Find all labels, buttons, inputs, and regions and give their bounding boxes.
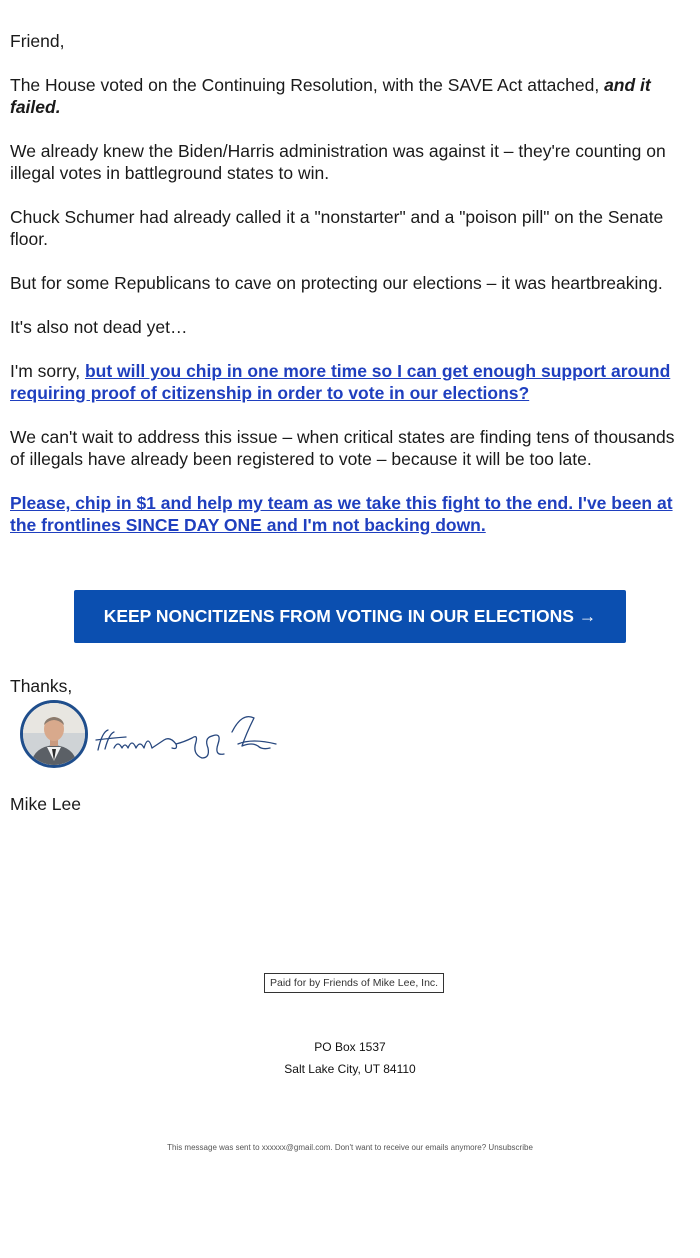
paragraph-not-dead: It's also not dead yet… <box>10 317 188 337</box>
paragraph-text: I'm sorry, <box>10 361 85 381</box>
paragraph-schumer: Chuck Schumer had already called it a "nonstarter" and a "poison pill" on the Senate floor. <box>10 207 664 249</box>
paragraph-donate <box>10 492 692 536</box>
address-line-1: PO Box 1537 <box>314 1040 386 1054</box>
email-body <box>10 30 692 558</box>
donate-link[interactable]: Please, chip in $1 and help my team as we take this fight to the end. I've been at the frontlines SINCE DAY ONE and I'm not backing down. <box>10 493 673 535</box>
signature-image <box>92 704 282 764</box>
paragraph-biden-harris: We already knew the Biden/Harris administration was against it – they're counting on illegal votes in battleground states to win. <box>10 141 666 183</box>
chip-in-link[interactable]: but will you chip in one more time so I can get enough support around requiring proof of citizenship in order to vote in our elections? <box>10 361 671 403</box>
signer-name: Mike Lee <box>10 794 82 814</box>
paragraph-vote-failed <box>10 74 692 118</box>
footer-notice-text: This message was sent to xxxxxx@gmail.com. Don't want to receive our emails anymore? <box>167 1143 489 1152</box>
paragraph-cant-wait: We can't wait to address this issue – when critical states are finding tens of thousands of illegals have already been registered to vote – because it will be too late. <box>10 427 675 469</box>
footer-notice <box>0 1143 700 1152</box>
paragraph-chip-in <box>10 360 692 404</box>
unsubscribe-link[interactable]: Unsubscribe <box>488 1143 533 1152</box>
greeting: Friend, <box>10 31 65 51</box>
signoff: Thanks, <box>10 676 73 696</box>
paragraph-text: The House voted on the Continuing Resolution, with the SAVE Act attached, <box>10 75 605 95</box>
emphasis-text: and it failed. <box>10 75 651 117</box>
cta-container <box>74 590 626 643</box>
address-line-2: Salt Lake City, UT 84110 <box>284 1062 416 1076</box>
paid-for-disclaimer: Paid for by Friends of Mike Lee, Inc. <box>264 973 444 993</box>
portrait-image <box>23 703 85 765</box>
paragraph-republicans: But for some Republicans to cave on protecting our elections – it was heartbreaking. <box>10 273 663 293</box>
avatar <box>20 700 88 768</box>
cta-button[interactable]: KEEP NONCITIZENS FROM VOTING IN OUR ELECTIONS → <box>74 590 626 643</box>
